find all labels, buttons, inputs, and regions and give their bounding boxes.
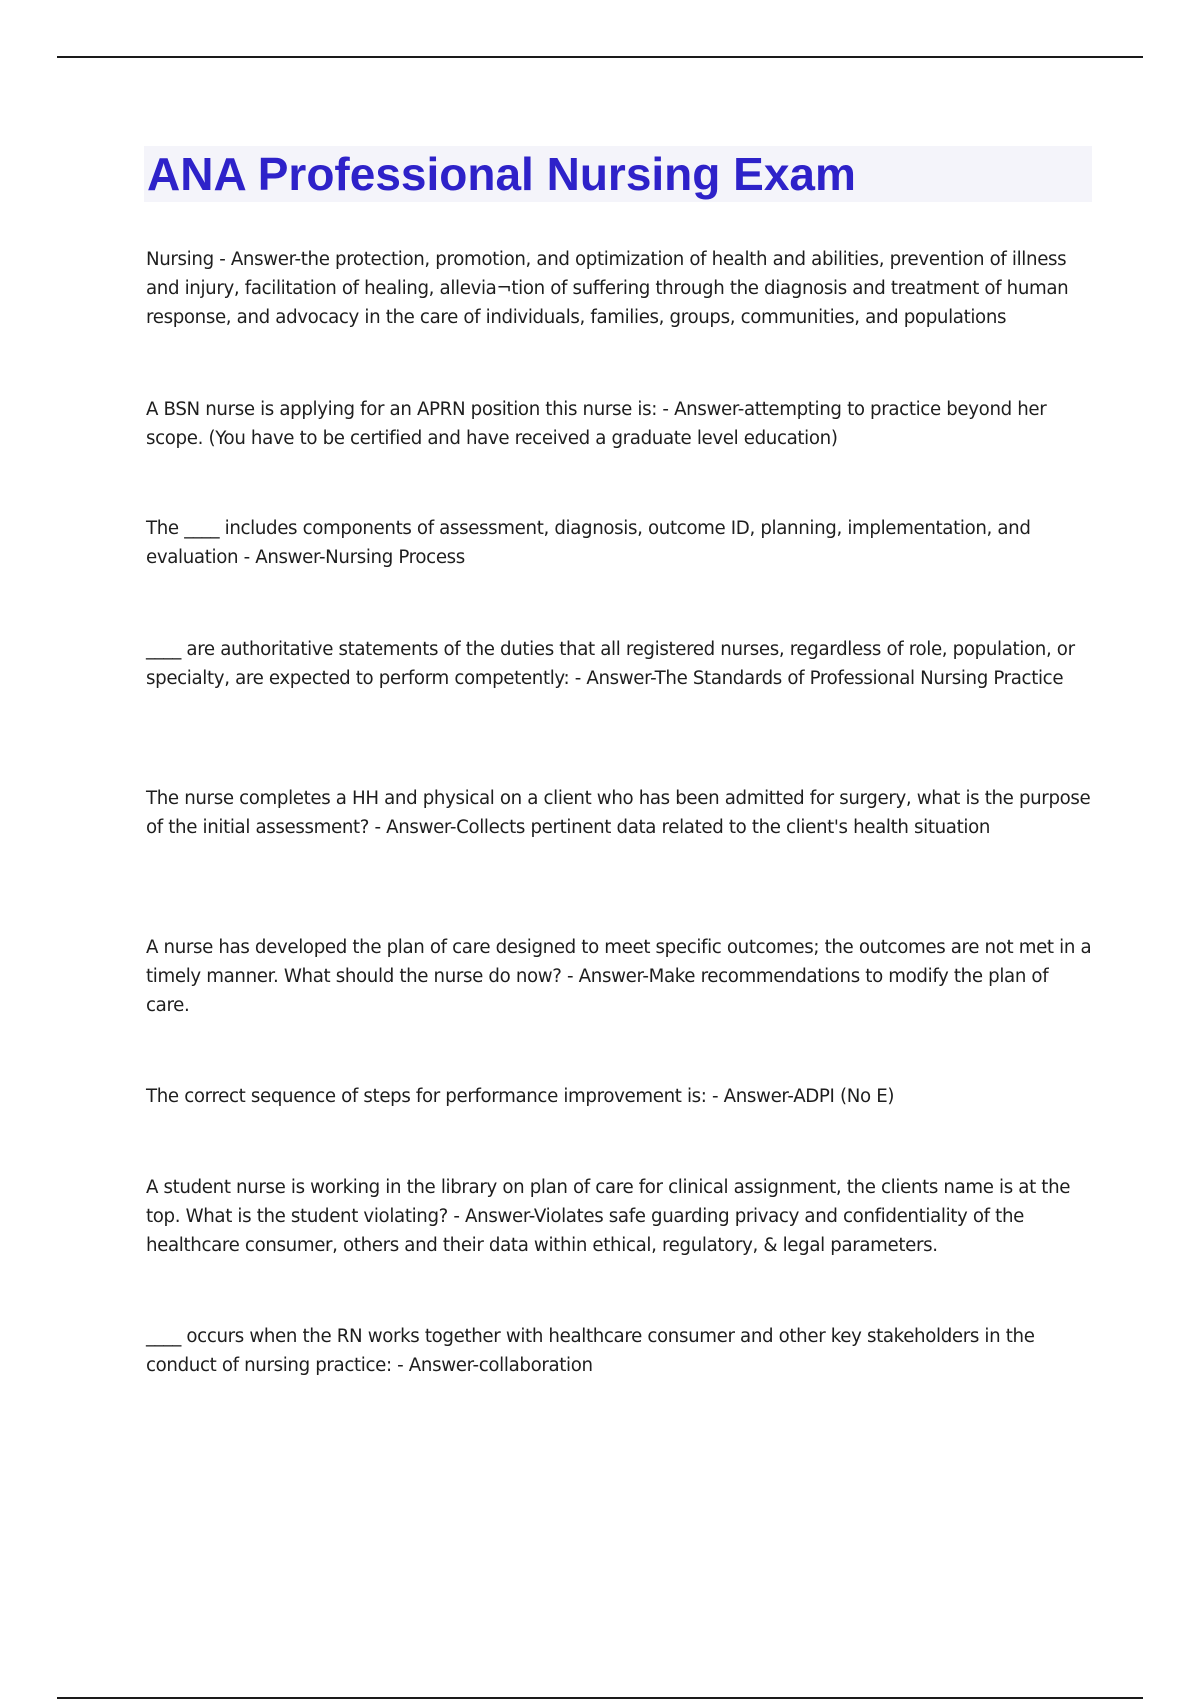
- qa-item-1: Nursing - Answer-the protection, promotion, and optimization of health and abilities, prevention of illness and injury, facilitation of healing, allevia¬tion of suffering through the diagnosis and treatment of human response, and advocacy in the care of individuals, families, groups, communities, and populations: [146, 249, 1069, 328]
- top-rule: [57, 56, 1143, 58]
- document-title: ANA Professional Nursing Exam: [147, 148, 856, 200]
- qa-item-9: ____ occurs when the RN works together with healthcare consumer and other key stakeholders in the conduct of nursing practice: - Answer-collaboration: [146, 1326, 1035, 1376]
- qa-item-7: The correct sequence of steps for performance improvement is: - Answer-ADPI (No E): [146, 1086, 895, 1107]
- bottom-rule: [57, 1697, 1143, 1699]
- qa-item-2: A BSN nurse is applying for an APRN position this nurse is: - Answer-attempting to practice beyond her scope. (You have to be certified and have received a graduate level education): [146, 399, 1047, 449]
- qa-item-8: A student nurse is working in the library on plan of care for clinical assignment, the clients name is at the top. What is the student violating? - Answer-Violates safe guarding privacy and confidentiality of the healthcare consumer, others and their data within ethical, regulatory, & legal parameters.: [146, 1177, 1071, 1256]
- qa-item-3: The ____ includes components of assessment, diagnosis, outcome ID, planning, implementation, and evaluation - Answer-Nursing Process: [146, 518, 1031, 568]
- qa-item-5: The nurse completes a HH and physical on a client who has been admitted for surgery, what is the purpose of the initial assessment? - Answer-Collects pertinent data related to the client's health situation: [146, 788, 1091, 838]
- qa-item-6: A nurse has developed the plan of care designed to meet specific outcomes; the outcomes are not met in a timely manner. What should the nurse do now? - Answer-Make recommendations to modify the plan of care.: [146, 937, 1092, 1016]
- qa-item-4: ____ are authoritative statements of the duties that all registered nurses, regardless of role, population, or specialty, are expected to perform competently: - Answer-The Standards of Professional Nursing Practice: [146, 639, 1075, 689]
